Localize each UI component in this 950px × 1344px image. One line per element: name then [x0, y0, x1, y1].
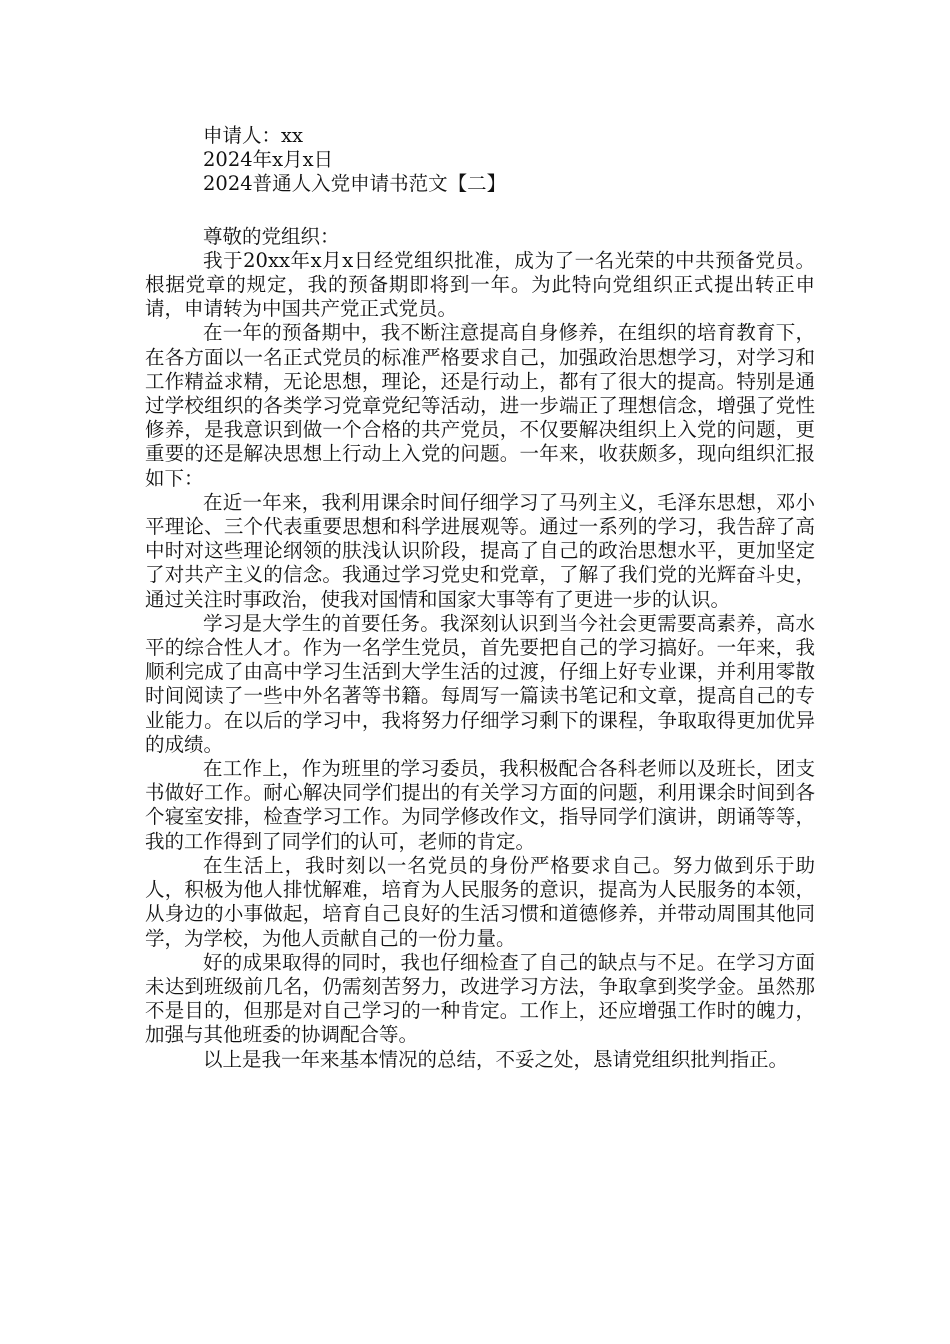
- paragraph: 在工作上，作为班里的学习委员，我积极配合各科老师以及班长，团支书做好工作。耐心解决同学们提出的有关学习方面的问题，利用课余时间到各个寝室安排，检查学习工作。为同学修改作文，指导同学们演讲，朗诵等等，我的工作得到了同学们的认可，老师的肯定。: [145, 757, 815, 853]
- paragraph: 在近一年来，我利用课余时间仔细学习了马列主义，毛泽东思想，邓小平理论、三个代表重要思想和科学进展观等。通过一系列的学习，我告辞了高中时对这些理论纲领的肤浅认识阶段，提高了自己的政治思想水平，更加坚定了对共产主义的信念。我通过学习党史和党章，了解了我们党的光辉奋斗史，通过关注时事政治，使我对国情和国家大事等有了更进一步的认识。: [145, 490, 815, 611]
- applicant-line: 申请人：xx: [203, 124, 303, 147]
- date-line: 2024年x月x日: [203, 148, 334, 172]
- spacer: [145, 197, 815, 225]
- paragraph: 以上是我一年来基本情况的总结，不妥之处，恳请党组织批判指正。: [203, 1047, 789, 1071]
- paragraph: 好的成果取得的同时，我也仔细检查了自己的缺点与不足。在学习方面未达到班级前几名，仍需刻苦努力，改进学习方法，争取拿到奖学金。虽然那不是目的，但那是对自己学习的一种肯定。工作上，还应增强工作时的魄力，加强与其他班委的协调配合等。: [145, 950, 815, 1047]
- salutation: 尊敬的党组织：: [203, 224, 340, 248]
- paragraph: 学习是大学生的首要任务。我深刻认识到当今社会更需要高素养，高水平的综合性人才。作为一名学生党员，首先要把自己的学习搞好。一年来，我顺利完成了由高中学习生活到大学生活的过渡，仔细上好专业课，并利用零散时间阅读了一些中外名著等书籍。每周写一篇读书笔记和文章，提高自己的专业能力。在以后的学习中，我将努力仔细学习剩下的课程，争取取得更加优异的成绩。: [145, 611, 815, 756]
- document-title: 2024普通人入党申请书范文【二】: [203, 172, 507, 196]
- paragraph: 在一年的预备期中，我不断注意提高自身修养，在组织的培育教育下，在各方面以一名正式党员的标准严格要求自己，加强政治思想学习，对学习和工作精益求精，无论思想，理论，还是行动上，都有了很大的提高。特别是通过学校组织的各类学习党章党纪等活动，进一步端正了理想信念，增强了党性修养，是我意识到做一个合格的共产党员，不仅要解决组织上入党的问题，更重要的还是解决思想上行动上入党的问题。一年来，收获颇多，现向组织汇报如下：: [145, 321, 815, 490]
- document-page: [145, 124, 815, 1072]
- paragraph: 在生活上，我时刻以一名党员的身份严格要求自己。努力做到乐于助人，积极为他人排忧解难，培育为人民服务的意识，提高为人民服务的本领，从身边的小事做起，培育自己良好的生活习惯和道德修养，并带动周围其他同学，为学校，为他人贡献自己的一份力量。: [145, 853, 815, 950]
- paragraph: 我于20xx年x月x日经党组织批准，成为了一名光荣的中共预备党员。根据党章的规定，我的预备期即将到一年。为此特向党组织正式提出转正申请，申请转为中国共产党正式党员。: [145, 248, 815, 321]
